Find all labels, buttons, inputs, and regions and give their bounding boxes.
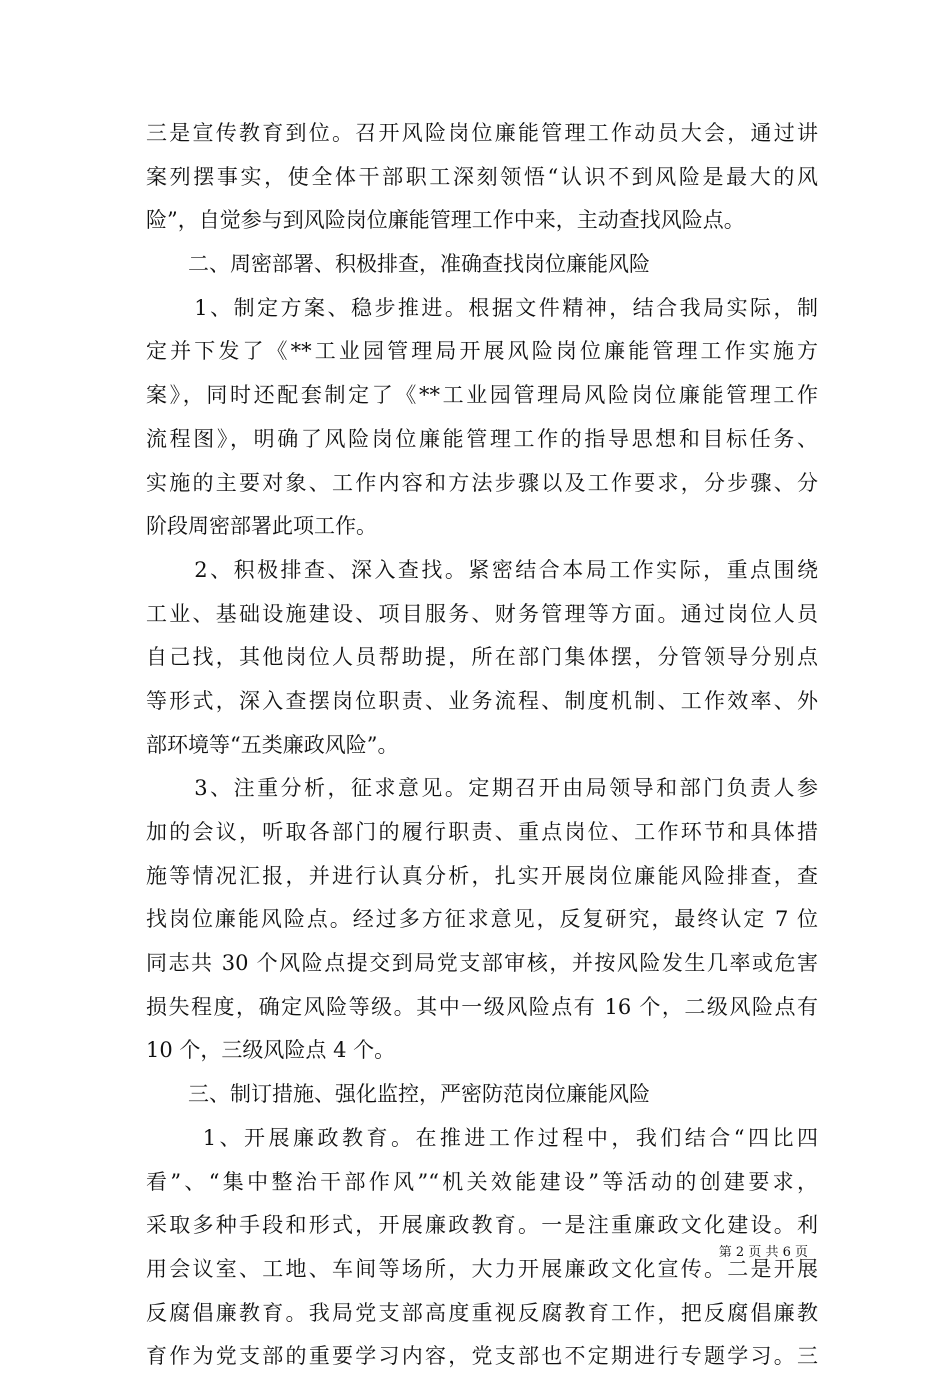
text-line: 损失程度，确定风险等级。其中一级风险点有 16 个，二级风险点有 — [146, 994, 818, 1019]
text-line: 看”、“集中整治干部作风”“机关效能建设”等活动的创建要求， — [146, 1169, 818, 1194]
text-line: 反腐倡廉教育。我局党支部高度重视反腐教育工作，把反腐倡廉教 — [146, 1300, 818, 1325]
page-number: 第 2 页 共 6 页 — [718, 1245, 808, 1260]
text-line: 阶段周密部署此项工作。 — [146, 514, 377, 539]
text-line: 育作为党支部的重要学习内容，党支部也不定期进行专题学习。三 — [146, 1344, 818, 1369]
text-line: 同志共 30 个风险点提交到局党支部审核，并按风险发生几率或危害 — [146, 951, 818, 976]
text-line: 三、制订措施、强化监控，严密防范岗位廉能风险 — [188, 1082, 650, 1107]
text-line: 流程图》，明确了风险岗位廉能管理工作的指导思想和目标任务、 — [146, 426, 818, 451]
text-line: 险”，自觉参与到风险岗位廉能管理工作中来，主动查找风险点。 — [146, 208, 745, 233]
text-line: 案列摆事实，使全体干部职工深刻领悟“认识不到风险是最大的风 — [146, 164, 818, 189]
text-line: 三是宣传教育到位。召开风险岗位廉能管理工作动员大会，通过讲 — [146, 121, 818, 145]
text-line: 1、开展廉政教育。在推进工作过程中，我们结合“四比四 — [202, 1125, 818, 1150]
text-line: 加的会议，听取各部门的履行职责、重点岗位、工作环节和具体措 — [146, 820, 818, 844]
text-line: 采取多种手段和形式，开展廉政教育。一是注重廉政文化建设。利 — [146, 1213, 818, 1238]
text-line: 等形式，深入查摆岗位职责、业务流程、制度机制、工作效率、外 — [146, 688, 818, 713]
text-line: 1、制定方案、稳步推进。根据文件精神，结合我局实际，制 — [194, 295, 818, 320]
text-line: 案》，同时还配套制定了《**工业园管理局风险岗位廉能管理工作 — [146, 383, 818, 408]
text-line: 部环境等“五类廉政风险”。 — [146, 732, 399, 757]
text-line: 自己找，其他岗位人员帮助提，所在部门集体摆，分管领导分别点 — [146, 645, 818, 670]
text-line: 10 个，三级风险点 4 个。 — [146, 1038, 396, 1063]
text-line: 工业、基础设施建设、项目服务、财务管理等方面。通过岗位人员 — [146, 601, 818, 626]
text-line: 施等情况汇报，并进行认真分析，扎实开展岗位廉能风险排查，查 — [146, 863, 818, 888]
text-line: 用会议室、工地、车间等场所，大力开展廉政文化宣传。二是开展 — [146, 1256, 818, 1281]
text-line: 3、注重分析，征求意见。定期召开由局领导和部门负责人参 — [194, 776, 818, 801]
text-line: 二、周密部署、积极排查，准确查找岗位廉能风险 — [188, 252, 650, 277]
text-line: 找岗位廉能风险点。经过多方征求意见，反复研究，最终认定 7 位 — [146, 907, 818, 932]
body-text — [146, 112, 818, 1379]
text-line: 2、积极排查、深入查找。紧密结合本局工作实际，重点围绕 — [194, 557, 818, 582]
text-line: 实施的主要对象、工作内容和方法步骤以及工作要求，分步骤、分 — [146, 470, 818, 495]
text-line: 定并下发了《**工业园管理局开展风险岗位廉能管理工作实施方 — [146, 339, 818, 364]
